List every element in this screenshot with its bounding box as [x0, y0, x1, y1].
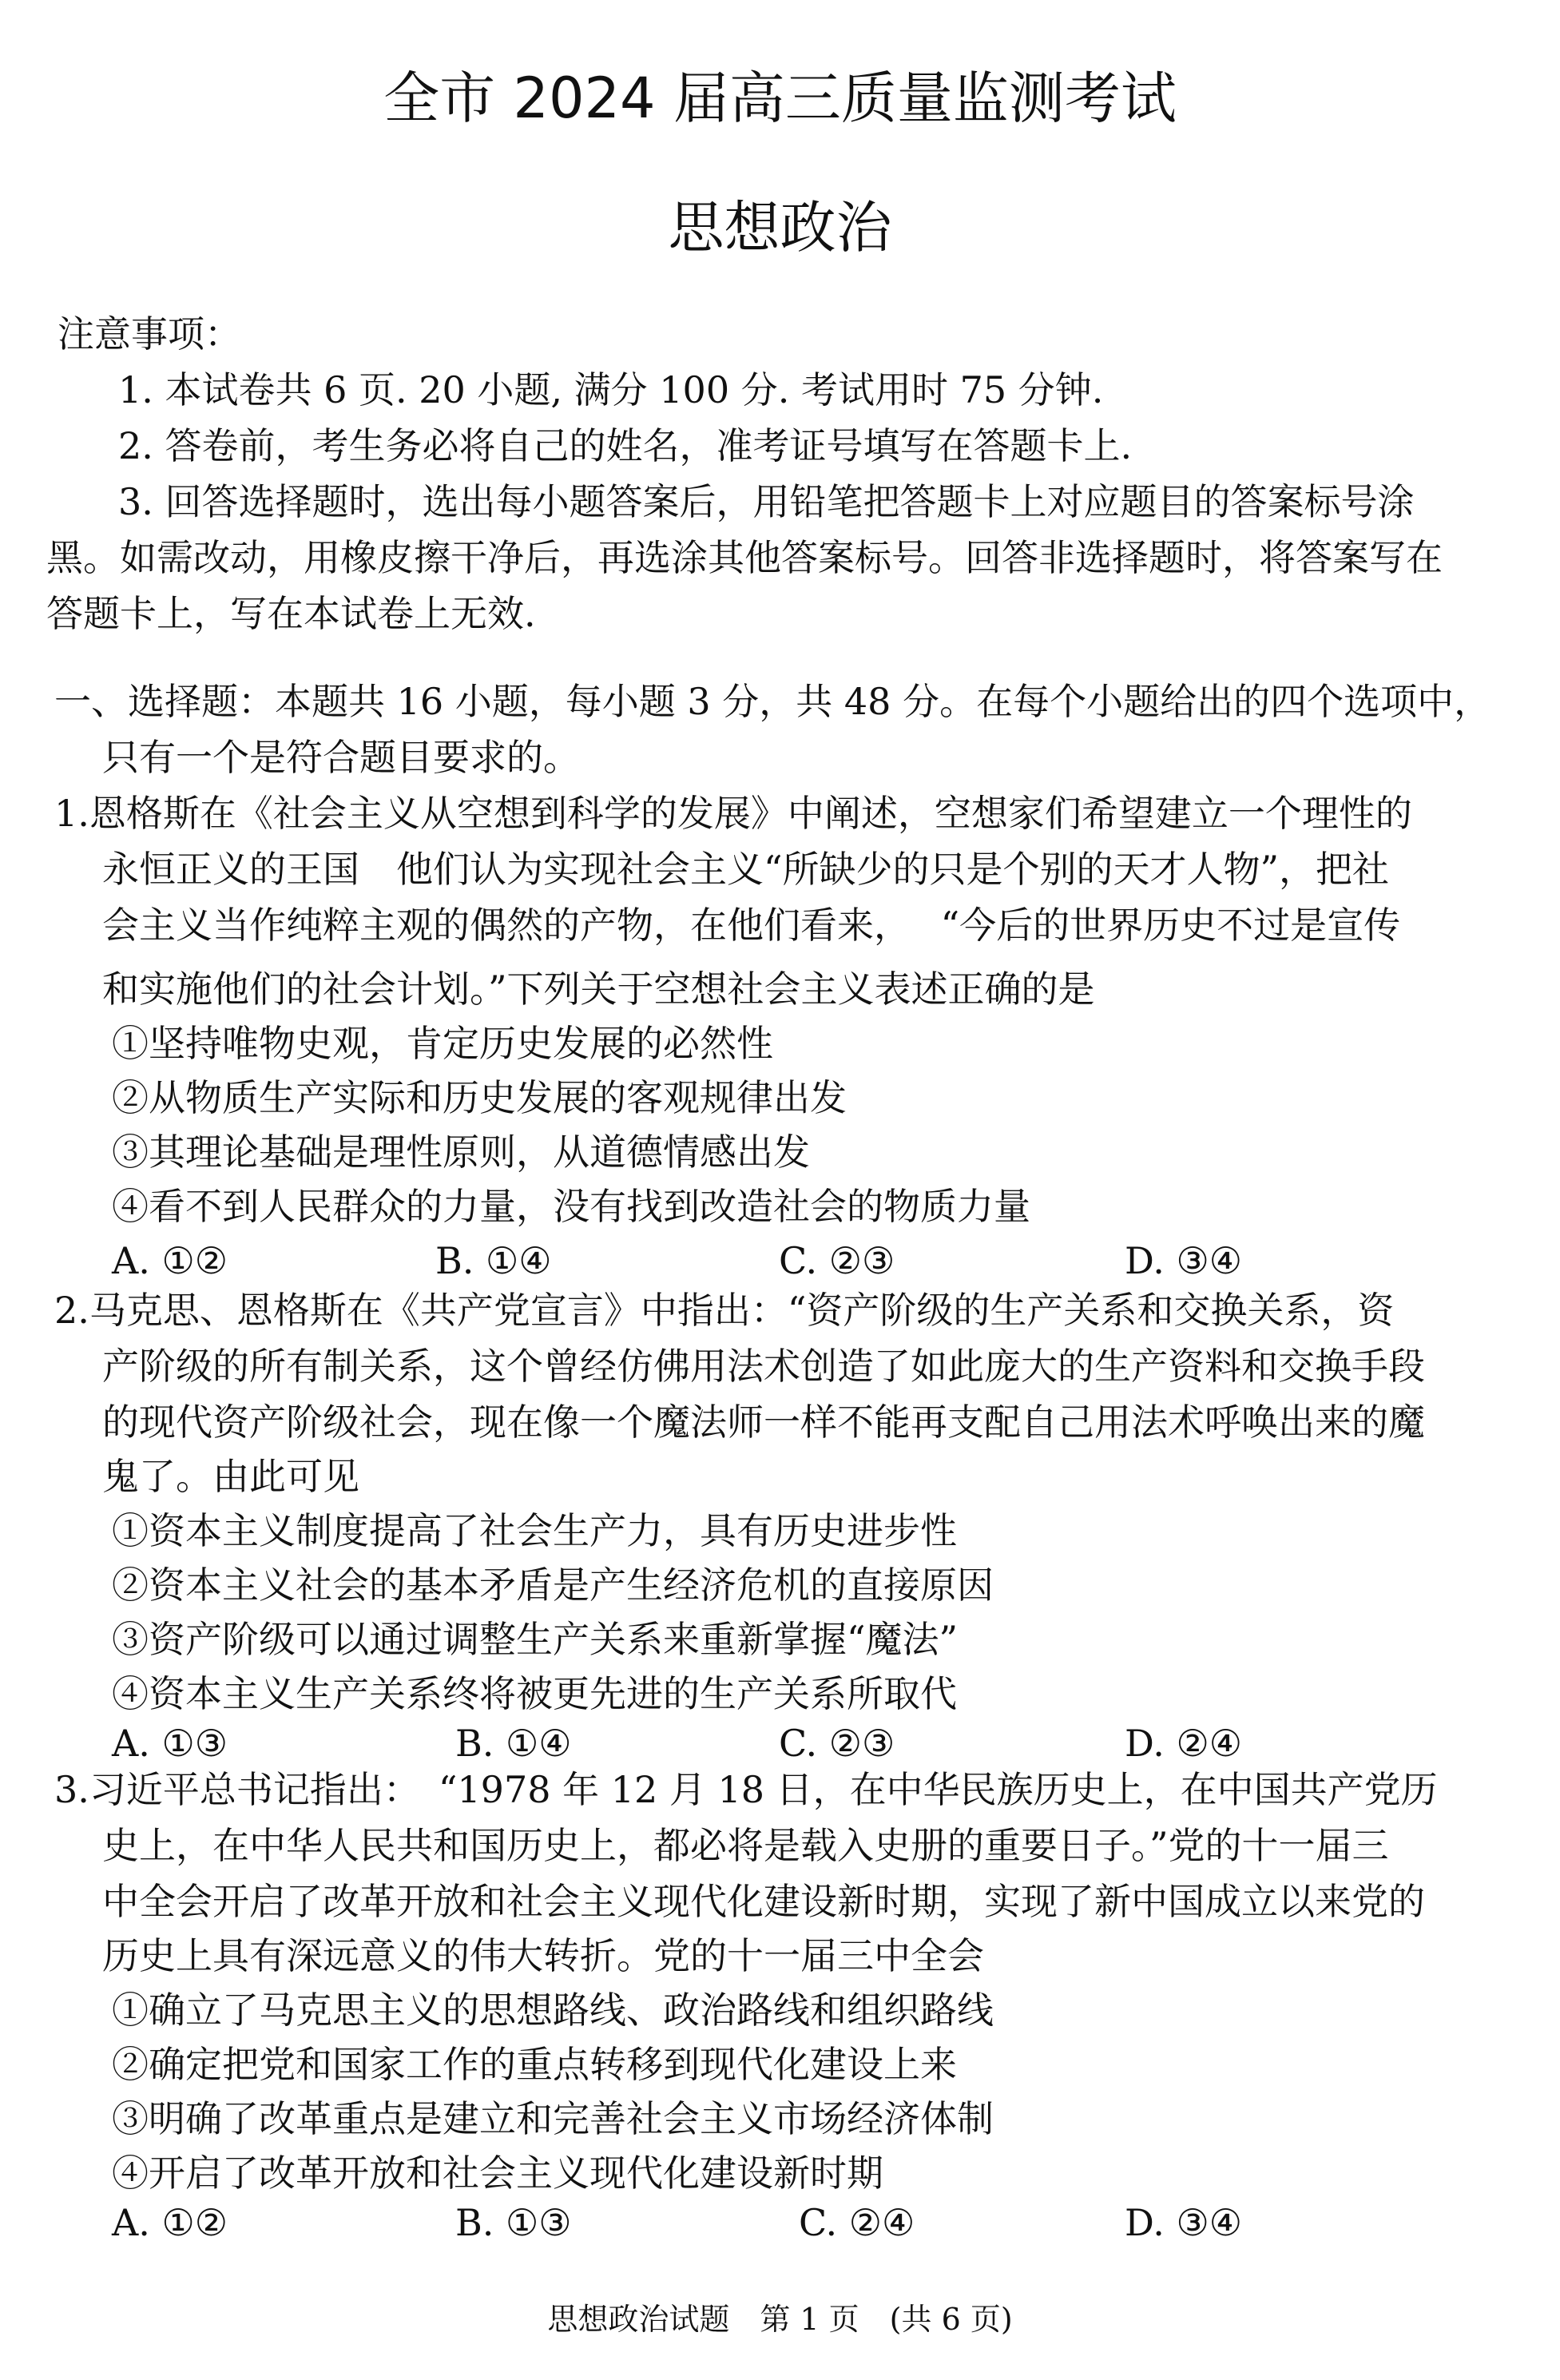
option-b: B. ①④	[455, 1722, 572, 1765]
option-c: C. ②③	[779, 1239, 895, 1282]
option-a: A. ①②	[112, 1239, 228, 1282]
statement: ③其理论基础是理性原则，从道德情感出发	[112, 1130, 810, 1174]
statement: ①坚持唯物史观，肯定历史发展的必然性	[112, 1022, 773, 1065]
question-stem: 的现代资产阶级社会，现在像一个魔法师一样不能再支配自己用法术呼唤出来的魔	[102, 1401, 1425, 1444]
subject-title: 思想政治	[668, 195, 892, 260]
question-stem: 永恒正义的王国 他们认为实现社会主义“所缺少的只是个别的天才人物”，把社	[102, 848, 1390, 891]
notice-item: 3. 回答选择题时，选出每小题答案后，用铅笔把答题卡上对应题目的答案标号涂	[118, 480, 1415, 523]
option-b: B. ①④	[435, 1239, 552, 1282]
question-stem: 1.恩格斯在《社会主义从空想到科学的发展》中阐述，空想家们希望建立一个理性的	[54, 792, 1412, 835]
page-footer: 思想政治试题 第 1 页 (共 6 页)	[547, 2302, 1013, 2337]
statement: ②资本主义社会的基本矛盾是产生经济危机的直接原因	[112, 1563, 994, 1607]
option-c: C. ②④	[799, 2201, 915, 2244]
question-stem: 和实施他们的社会计划。”下列关于空想社会主义表述正确的是	[102, 967, 1095, 1011]
option-d: D. ③④	[1125, 1239, 1242, 1282]
exam-title: 全市 2024 届高三质量监测考试	[383, 66, 1177, 131]
statement: ①确立了马克思主义的思想路线、政治路线和组织路线	[112, 1989, 994, 2032]
option-d: D. ③④	[1125, 2201, 1242, 2244]
notice-item: 1. 本试卷共 6 页. 20 小题, 满分 100 分. 考试用时 75 分钟.	[118, 368, 1104, 411]
option-a: A. ①②	[112, 2201, 228, 2244]
option-d: D. ②④	[1125, 1722, 1242, 1765]
statement: ②确定把党和国家工作的重点转移到现代化建设上来	[112, 2043, 957, 2086]
statement: ①资本主义制度提高了社会生产力，具有历史进步性	[112, 1509, 957, 1552]
notice-item: 答题卡上，写在本试卷上无效.	[46, 592, 536, 635]
question-stem: 会主义当作纯粹主观的偶然的产物，在他们看来， “今后的世界历史不过是宣传	[102, 904, 1401, 947]
question-stem: 鬼了。由此可见	[102, 1455, 359, 1498]
question-stem: 3.习近平总书记指出： “1978 年 12 月 18 日，在中华民族历史上，在中国共产党历	[54, 1768, 1438, 1811]
question-stem: 史上，在中华人民共和国历史上，都必将是载入史册的重要日子。”党的十一届三	[102, 1824, 1389, 1867]
question-stem: 中全会开启了改革开放和社会主义现代化建设新时期，实现了新中国成立以来党的	[102, 1880, 1425, 1923]
section-heading: 一、选择题：本题共 16 小题，每小题 3 分，共 48 分。在每个小题给出的四个选项中，	[54, 680, 1491, 723]
statement: ④开启了改革开放和社会主义现代化建设新时期	[112, 2152, 883, 2195]
notice-item: 黑。如需改动，用橡皮擦干净后，再选涂其他答案标号。回答非选择题时，将答案写在	[46, 536, 1443, 579]
question-stem: 历史上具有深远意义的伟大转折。党的十一届三中全会	[102, 1934, 984, 1977]
option-b: B. ①③	[455, 2201, 572, 2244]
option-c: C. ②③	[779, 1722, 895, 1765]
statement: ②从物质生产实际和历史发展的客观规律出发	[112, 1076, 847, 1119]
section-heading: 只有一个是符合题目要求的。	[102, 736, 580, 779]
statement: ④看不到人民群众的力量，没有找到改造社会的物质力量	[112, 1185, 1030, 1228]
notice-label: 注意事项：	[58, 312, 241, 356]
option-a: A. ①③	[112, 1722, 228, 1765]
question-stem: 产阶级的所有制关系，这个曾经仿佛用法术创造了如此庞大的生产资料和交换手段	[102, 1345, 1425, 1388]
question-stem: 2.马克思、恩格斯在《共产党宣言》中指出：“资产阶级的生产关系和交换关系，资	[54, 1289, 1395, 1332]
statement: ③明确了改革重点是建立和完善社会主义市场经济体制	[112, 2097, 994, 2140]
statement: ③资产阶级可以通过调整生产关系来重新掌握“魔法”	[112, 1618, 959, 1661]
notice-item: 2. 答卷前，考生务必将自己的姓名，准考证号填写在答题卡上.	[118, 424, 1133, 467]
statement: ④资本主义生产关系终将被更先进的生产关系所取代	[112, 1672, 957, 1715]
